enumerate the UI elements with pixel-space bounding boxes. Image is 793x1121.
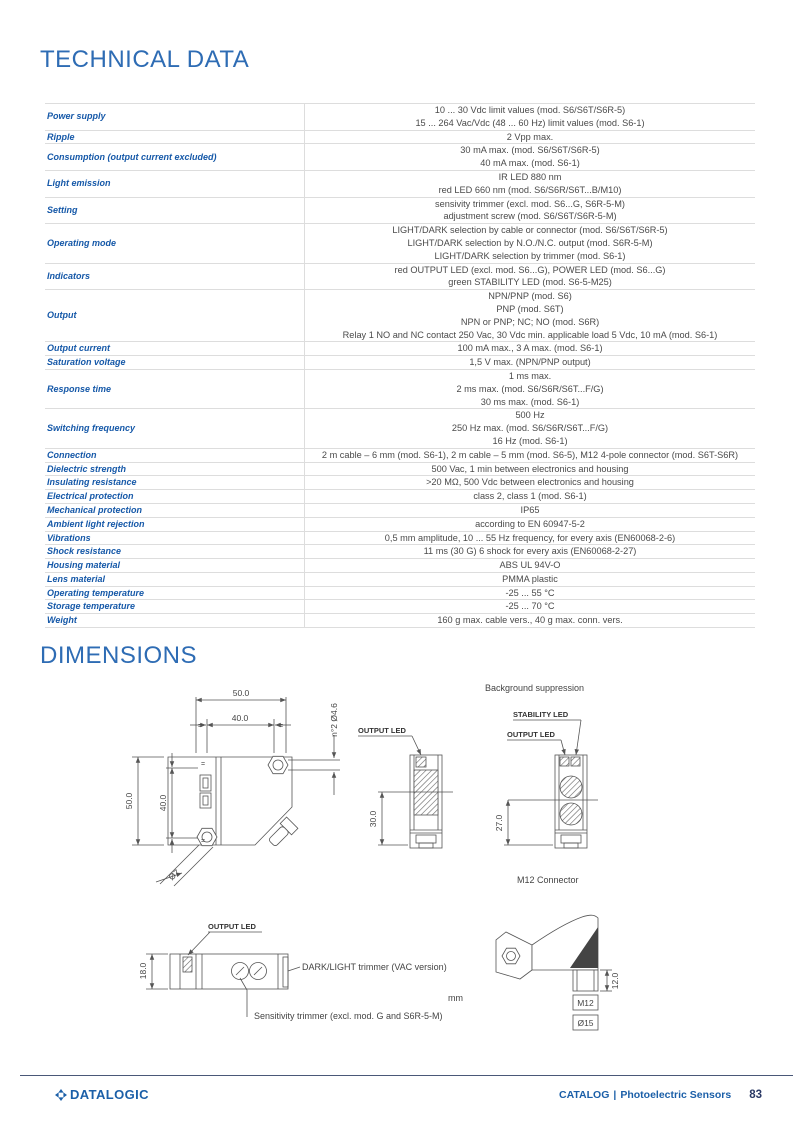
table-row bbox=[45, 463, 755, 477]
spec-values bbox=[305, 449, 755, 462]
spec-value-line: according to EN 60947-5-2 bbox=[475, 518, 585, 529]
spec-label: Consumption (output current excluded) bbox=[45, 144, 305, 170]
table-row bbox=[45, 264, 755, 291]
spec-label: Power supply bbox=[45, 104, 305, 130]
dimensions-title: DIMENSIONS bbox=[40, 642, 198, 669]
bgs-height-dim: 27.0 bbox=[494, 814, 504, 832]
footer-separator: | bbox=[613, 1089, 617, 1101]
spec-value-line: 30 mA max. (mod. S6/S6T/S6R-5) bbox=[460, 145, 600, 156]
spec-values bbox=[305, 144, 755, 170]
spec-values bbox=[305, 504, 755, 517]
spec-values bbox=[305, 476, 755, 489]
spec-value-line: 500 Vac, 1 min between electronics and housing bbox=[431, 463, 629, 474]
table-row bbox=[45, 290, 755, 342]
bgs-title: Background suppression bbox=[485, 683, 585, 693]
side-width-dim: 50.0 bbox=[232, 688, 250, 698]
spec-value-line: 0,5 mm amplitude, 10 ... 55 Hz frequency, for every axis (EN60068-2-6) bbox=[384, 532, 676, 543]
spec-label: Shock resistance bbox=[45, 545, 305, 558]
spec-value-line: ABS UL 94V-O bbox=[499, 560, 561, 571]
spec-label: Output current bbox=[45, 342, 305, 355]
table-row bbox=[45, 573, 755, 587]
units-label: mm bbox=[448, 993, 463, 1003]
spec-value-line: LIGHT/DARK selection by trimmer (mod. S6-1) bbox=[434, 250, 626, 261]
spec-label: Storage temperature bbox=[45, 600, 305, 613]
spec-values bbox=[305, 532, 755, 545]
spec-table bbox=[45, 103, 755, 628]
table-row bbox=[45, 131, 755, 145]
spec-value-line: 2 ms max. (mod. S6/S6R/S6T...F/G) bbox=[456, 383, 604, 394]
spec-values bbox=[305, 370, 755, 408]
spec-value-line: 1 ms max. bbox=[508, 370, 552, 381]
top-output-led-label: OUTPUT LED bbox=[208, 922, 256, 931]
spec-values bbox=[305, 614, 755, 627]
eq-mark: = bbox=[200, 761, 206, 768]
spec-value-line: 100 mA max., 3 A max. (mod. S6-1) bbox=[457, 343, 603, 354]
spec-label: Insulating resistance bbox=[45, 476, 305, 489]
spec-value-line: LIGHT/DARK selection by N.O./N.C. output (mod. S6R-5-M) bbox=[407, 237, 653, 248]
spec-label: Dielectric strength bbox=[45, 463, 305, 476]
bgs-view-drawing bbox=[504, 720, 598, 848]
spec-value-line: Relay 1 NO and NC contact 250 Vac, 30 Vdc min. applicable load 5 Vdc, 10 mA (mod. S6-1) bbox=[342, 329, 718, 340]
spec-value-line: 2 Vpp max. bbox=[506, 131, 554, 142]
spec-label: Indicators bbox=[45, 264, 305, 290]
spec-label: Operating temperature bbox=[45, 587, 305, 600]
spec-values bbox=[305, 490, 755, 503]
spec-label: Switching frequency bbox=[45, 409, 305, 447]
table-row bbox=[45, 545, 755, 559]
spec-value-line: 1,5 V max. (NPN/PNP output) bbox=[469, 357, 591, 368]
side-width-inner-dim: 40.0 bbox=[231, 713, 249, 723]
table-row bbox=[45, 518, 755, 532]
spec-label: Output bbox=[45, 290, 305, 341]
spec-value-line: 16 Hz (mod. S6-1) bbox=[492, 435, 568, 446]
m12-diameter-label: Ø15 bbox=[577, 1018, 594, 1028]
side-height-dim: 50.0 bbox=[124, 792, 134, 810]
table-row bbox=[45, 104, 755, 131]
spec-values bbox=[305, 290, 755, 341]
spec-value-line: 10 ... 30 Vdc limit values (mod. S6/S6T/S6R-5) bbox=[434, 105, 626, 115]
side-holes-dim: n°2 Ø4.6 bbox=[329, 703, 339, 737]
spec-values bbox=[305, 198, 755, 224]
dark-light-trimmer-label: DARK/LIGHT trimmer (VAC version) bbox=[302, 962, 447, 972]
spec-values bbox=[305, 171, 755, 197]
footer-page-number: 83 bbox=[749, 1089, 762, 1101]
front-output-led-label: OUTPUT LED bbox=[358, 726, 406, 735]
table-row bbox=[45, 171, 755, 198]
spec-label: Vibrations bbox=[45, 532, 305, 545]
technical-data-title: TECHNICAL DATA bbox=[40, 46, 250, 73]
spec-label: Ambient light rejection bbox=[45, 518, 305, 531]
spec-label: Mechanical protection bbox=[45, 504, 305, 517]
table-row bbox=[45, 614, 755, 628]
table-row bbox=[45, 370, 755, 409]
spec-value-line: 160 g max. cable vers., 40 g max. conn. vers. bbox=[437, 615, 623, 626]
sensitivity-trimmer-label: Sensitivity trimmer (excl. mod. G and S6R-5-M) bbox=[254, 1011, 443, 1021]
spec-value-line: green STABILITY LED (mod. S6-5-M25) bbox=[448, 277, 612, 288]
spec-label: Ripple bbox=[45, 131, 305, 144]
spec-values bbox=[305, 463, 755, 476]
spec-values bbox=[305, 573, 755, 586]
eq-mark: = bbox=[200, 838, 206, 845]
spec-value-line: IR LED 880 nm bbox=[498, 171, 562, 182]
spec-value-line: sensivity trimmer (excl. mod. S6...G, S6R-5-M) bbox=[435, 198, 625, 209]
spec-label: Weight bbox=[45, 614, 305, 627]
spec-values bbox=[305, 559, 755, 572]
datalogic-logo-icon bbox=[55, 1089, 67, 1101]
spec-value-line: 11 ms (30 G) 6 shock for every axis (EN60068-2-27) bbox=[423, 546, 637, 557]
table-row bbox=[45, 198, 755, 225]
m12-length-dim: 12.0 bbox=[610, 972, 620, 990]
spec-value-line: 30 ms max. (mod. S6-1) bbox=[480, 396, 580, 407]
spec-values bbox=[305, 356, 755, 369]
side-view-drawing bbox=[132, 697, 340, 886]
top-view-drawing bbox=[146, 932, 300, 1017]
spec-values bbox=[305, 409, 755, 447]
spec-value-line: -25 ... 70 °C bbox=[505, 601, 555, 612]
table-row bbox=[45, 449, 755, 463]
spec-value-line: NPN or PNP; NC; NO (mod. S6R) bbox=[460, 316, 600, 327]
front-height-dim: 30.0 bbox=[368, 810, 378, 828]
spec-values bbox=[305, 545, 755, 558]
table-row bbox=[45, 356, 755, 370]
footer-divider bbox=[20, 1075, 793, 1076]
table-row bbox=[45, 144, 755, 171]
spec-value-line: red OUTPUT LED (excl. mod. S6...G), POWER LED (mod. S6...G) bbox=[394, 264, 666, 275]
spec-label: Lens material bbox=[45, 573, 305, 586]
m12-connector-drawing bbox=[496, 915, 612, 1030]
spec-label: Saturation voltage bbox=[45, 356, 305, 369]
spec-value-line: 15 ... 264 Vac/Vdc (48 ... 60 Hz) limit values (mod. S6-1) bbox=[415, 117, 645, 128]
spec-value-line: 2 m cable – 6 mm (mod. S6-1), 2 m cable – 5 mm (mod. S6-5), M12 4-pole connector (mod. S6T-S6R) bbox=[321, 449, 739, 460]
spec-values bbox=[305, 224, 755, 262]
spec-value-line: 40 mA max. (mod. S6-1) bbox=[480, 158, 580, 169]
m12-thread-label: M12 bbox=[577, 998, 594, 1008]
spec-label: Setting bbox=[45, 198, 305, 224]
table-row bbox=[45, 476, 755, 490]
spec-values bbox=[305, 518, 755, 531]
eq-mark: = bbox=[197, 723, 203, 730]
bgs-stability-led-label: STABILITY LED bbox=[513, 710, 569, 719]
spec-value-line: adjustment screw (mod. S6/S6T/S6R-5-M) bbox=[443, 211, 617, 222]
spec-value-line: NPN/PNP (mod. S6) bbox=[488, 291, 572, 302]
spec-values bbox=[305, 104, 755, 130]
spec-value-line: PMMA plastic bbox=[502, 573, 558, 584]
spec-value-line: LIGHT/DARK selection by cable or connector (mod. S6/S6T/S6R-5) bbox=[392, 225, 668, 236]
table-row bbox=[45, 342, 755, 356]
spec-value-line: 250 Hz max. (mod. S6/S6R/S6T...F/G) bbox=[451, 423, 609, 434]
spec-value-line: IP65 bbox=[520, 504, 540, 515]
dimension-drawings bbox=[40, 675, 760, 1065]
spec-value-line: red LED 660 nm (mod. S6/S6R/S6T...B/M10) bbox=[438, 184, 622, 195]
spec-values bbox=[305, 600, 755, 613]
side-hole-dim: Ø7 bbox=[166, 867, 182, 883]
datalogic-logo-text: DATALOGIC bbox=[70, 1087, 149, 1102]
spec-label: Electrical protection bbox=[45, 490, 305, 503]
table-row bbox=[45, 490, 755, 504]
spec-values bbox=[305, 264, 755, 290]
spec-label: Light emission bbox=[45, 171, 305, 197]
table-row bbox=[45, 224, 755, 263]
table-row bbox=[45, 532, 755, 546]
footer-catalog: CATALOG bbox=[559, 1089, 610, 1101]
top-height-dim: 18.0 bbox=[138, 962, 148, 980]
spec-values bbox=[305, 587, 755, 600]
m12-title: M12 Connector bbox=[517, 875, 579, 885]
table-row bbox=[45, 504, 755, 518]
spec-label: Housing material bbox=[45, 559, 305, 572]
table-row bbox=[45, 600, 755, 614]
side-height-inner-dim: 40.0 bbox=[158, 794, 168, 812]
table-row bbox=[45, 559, 755, 573]
spec-value-line: PNP (mod. S6T) bbox=[496, 303, 564, 314]
bgs-output-led-label: OUTPUT LED bbox=[507, 730, 555, 739]
datalogic-logo bbox=[55, 1087, 149, 1102]
footer-right bbox=[559, 1089, 762, 1101]
spec-label: Response time bbox=[45, 370, 305, 408]
spec-value-line: >20 MΩ, 500 Vdc between electronics and housing bbox=[426, 477, 634, 488]
spec-value-line: 500 Hz bbox=[515, 410, 545, 421]
spec-label: Operating mode bbox=[45, 224, 305, 262]
table-row bbox=[45, 409, 755, 448]
footer-section: Photoelectric Sensors bbox=[620, 1089, 732, 1101]
spec-label: Connection bbox=[45, 449, 305, 462]
spec-values bbox=[305, 342, 755, 355]
spec-value-line: -25 ... 55 °C bbox=[505, 587, 555, 598]
front-view-drawing bbox=[358, 736, 453, 848]
spec-values bbox=[305, 131, 755, 144]
eq-mark: = bbox=[278, 723, 284, 730]
table-row bbox=[45, 587, 755, 601]
spec-value-line: class 2, class 1 (mod. S6-1) bbox=[473, 491, 587, 502]
